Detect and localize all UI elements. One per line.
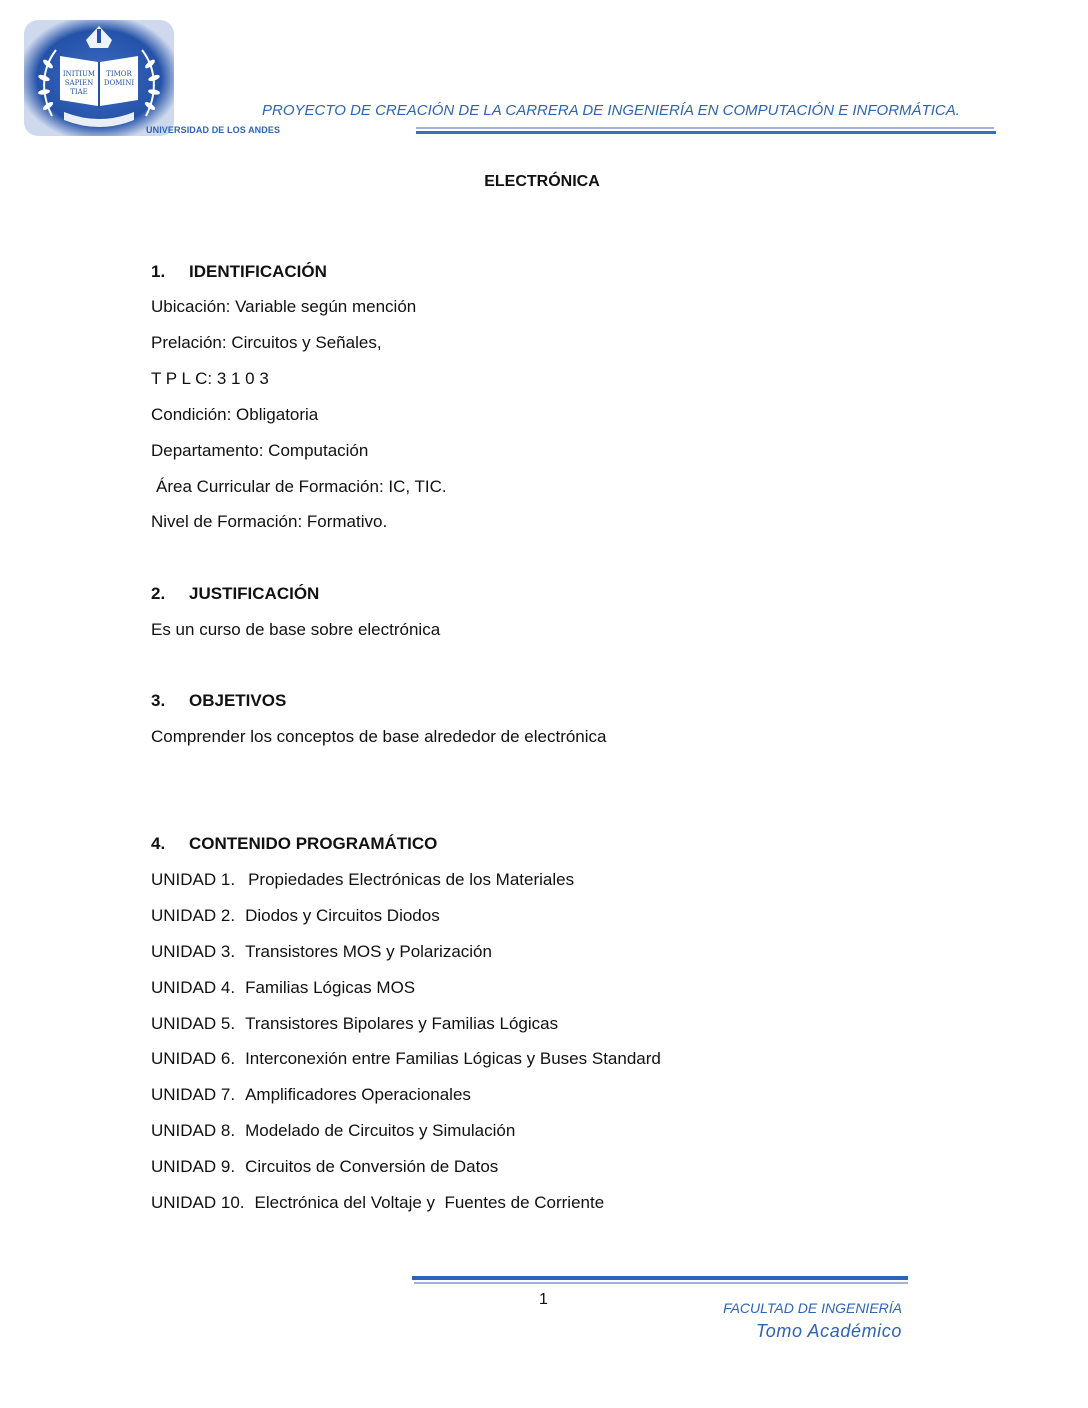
footer-divider-light: [414, 1282, 908, 1284]
unit-title: Transistores MOS y Polarización: [245, 942, 492, 961]
page-number: 1: [539, 1291, 548, 1308]
unit-label: UNIDAD 8.: [151, 1121, 236, 1140]
section-2-heading: [151, 584, 319, 604]
unit-item: [151, 1193, 604, 1213]
section-2-number: 2.: [151, 584, 166, 603]
unit-label: UNIDAD 7.: [151, 1085, 236, 1104]
unit-title: Modelado de Circuitos y Simulación: [245, 1121, 516, 1140]
unit-label: UNIDAD 5.: [151, 1014, 236, 1033]
unit-item: [151, 906, 440, 926]
unit-item: [151, 942, 492, 962]
objectives-text: Comprender los conceptos de base alrededor de electrónica: [151, 727, 607, 746]
unit-title: Amplificadores Operacionales: [245, 1085, 471, 1104]
svg-text:TIMOR: TIMOR: [106, 70, 132, 78]
section-3-heading: [151, 691, 286, 711]
header-divider-light: [416, 127, 994, 129]
section-1-heading: [151, 262, 327, 282]
section-3-number: 3.: [151, 691, 166, 710]
project-title: PROYECTO DE CREACIÓN DE LA CARRERA DE INGENIERÍA EN COMPUTACIÓN E INFORMÁTICA.: [262, 102, 960, 119]
justification-text: Es un curso de base sobre electrónica: [151, 620, 441, 639]
unit-title: Circuitos de Conversión de Datos: [245, 1157, 499, 1176]
footer-divider: [412, 1276, 908, 1280]
unit-item: [151, 1085, 471, 1105]
identification-department: Departamento: Computación: [151, 441, 369, 460]
unit-title: Interconexión entre Familias Lógicas y Buses Standard: [245, 1049, 661, 1068]
footer-faculty: FACULTAD DE INGENIERÍA: [723, 1300, 902, 1316]
unit-title: Electrónica del Voltaje y Fuentes de Corriente: [254, 1193, 605, 1212]
unit-item: [151, 1121, 515, 1141]
identification-prerequisite: Prelación: Circuitos y Señales,: [151, 333, 382, 352]
svg-text:INITIUM: INITIUM: [62, 70, 96, 78]
identification-level: Nivel de Formación: Formativo.: [151, 512, 388, 531]
unit-item: [151, 870, 574, 890]
university-seal-logo: [24, 20, 174, 136]
unit-item: [151, 1049, 661, 1069]
unit-item: [151, 978, 415, 998]
unit-item: [151, 1014, 558, 1034]
unit-label: UNIDAD 6.: [151, 1049, 236, 1068]
university-name: UNIVERSIDAD DE LOS ANDES: [146, 125, 281, 135]
unit-title: Propiedades Electrónicas de los Materiales: [248, 870, 575, 889]
section-2-title: JUSTIFICACIÓN: [189, 584, 320, 603]
identification-tplc: T P L C: 3 1 0 3: [151, 369, 269, 388]
svg-text:SAPIEN: SAPIEN: [64, 79, 94, 87]
unit-label: UNIDAD 9.: [151, 1157, 236, 1176]
svg-text:DOMINI: DOMINI: [103, 79, 135, 87]
footer-volume: Tomo Académico: [755, 1321, 902, 1341]
header-divider: [416, 131, 996, 134]
section-4-title: CONTENIDO PROGRAMÁTICO: [189, 834, 438, 853]
identification-location: Ubicación: Variable según mención: [151, 297, 417, 316]
section-1-number: 1.: [151, 262, 166, 281]
unit-label: UNIDAD 10.: [151, 1193, 245, 1212]
section-4-heading: [151, 834, 437, 854]
identification-curricular-area: Área Curricular de Formación: IC, TIC.: [156, 477, 447, 496]
unit-title: Transistores Bipolares y Familias Lógicas: [245, 1014, 559, 1033]
unit-label: UNIDAD 4.: [151, 978, 236, 997]
unit-title: Familias Lógicas MOS: [245, 978, 416, 997]
document-title: ELECTRÓNICA: [484, 173, 600, 190]
unit-item: [151, 1157, 498, 1177]
unit-label: UNIDAD 3.: [151, 942, 236, 961]
unit-label: UNIDAD 2.: [151, 906, 236, 925]
section-4-number: 4.: [151, 834, 166, 853]
section-1-title: IDENTIFICACIÓN: [189, 262, 327, 281]
identification-condition: Condición: Obligatoria: [151, 405, 319, 424]
unit-title: Diodos y Circuitos Diodos: [245, 906, 440, 925]
unit-label: UNIDAD 1.: [151, 870, 236, 889]
svg-text:TIAE: TIAE: [70, 88, 88, 96]
section-3-title: OBJETIVOS: [189, 691, 287, 710]
